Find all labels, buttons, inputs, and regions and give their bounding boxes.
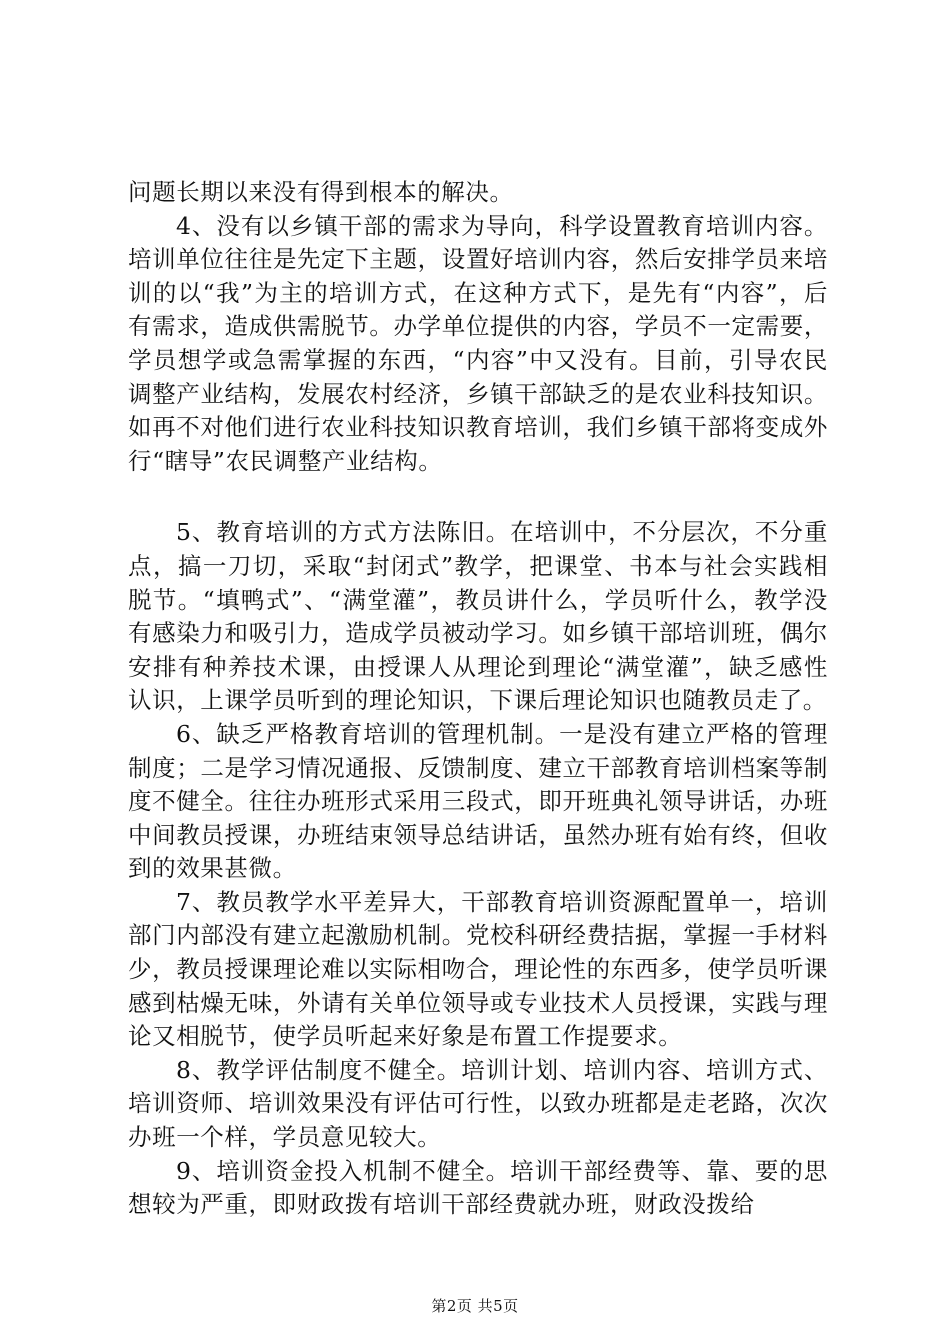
document-body [128,176,828,1222]
paragraph-item-7: 7、教员教学水平差异大，干部教育培训资源配置单一，培训部门内部没有建立起激励机制。党校科研经费拮据，掌握一手材料少，教员授课理论难以实际相吻合，理论性的东西多，使学员听课感到枯燥无味，外请有关单位领导或专业技术人员授课，实践与理论又相脱节，使学员听起来好象是布置工作提要求。 [128,887,828,1051]
paragraph-item-8: 8、教学评估制度不健全。培训计划、培训内容、培训方式、培训资师、培训效果没有评估可行性，以致办班都是走老路，次次办班一个样，学员意见较大。 [128,1055,828,1152]
paragraph-continuation: 问题长期以来没有得到根本的解决。 [128,178,514,206]
page-number-footer: 第2页 共5页 [431,1297,519,1315]
paragraph-item-9: 9、培训资金投入机制不健全。培训干部经费等、靠、要的思想较为严重，即财政拨有培训干部经费就办班，财政没拨给 [128,1156,828,1219]
paragraph-item-6: 6、缺乏严格教育培训的管理机制。一是没有建立严格的管理制度；二是学习情况通报、反馈制度、建立干部教育培训档案等制度不健全。往往办班形式采用三段式，即开班典礼领导讲话，办班中间教员授课，办班结束领导总结讲话，虽然办班有始有终，但收到的效果甚微。 [128,719,828,883]
paragraph-item-5: 5、教育培训的方式方法陈旧。在培训中，不分层次，不分重点，搞一刀切，采取“封闭式”教学，把课堂、书本与社会实践相脱节。“填鸭式”、“满堂灌”，教员讲什么，学员听什么，教学没有感染力和吸引力，造成学员被动学习。如乡镇干部培训班，偶尔安排有种养技术课，由授课人从理论到理论“满堂灌”，缺乏感性认识，上课学员听到的理论知识，下课后理论知识也随教员走了。 [128,518,828,715]
paragraph-item-4: 4、没有以乡镇干部的需求为导向，科学设置教育培训内容。培训单位往往是先定下主题，设置好培训内容，然后安排学员来培训的以“我”为主的培训方式，在这种方式下，是先有“内容”，后有需求，造成供需脱节。办学单位提供的内容，学员不一定需要，学员想学或急需掌握的东西，“内容”中又没有。目前，引导农民调整产业结构，发展农村经济，乡镇干部缺乏的是农业科技知识。如再不对他们进行农业科技知识教育培训，我们乡镇干部将变成外行“瞎导”农民调整产业结构。 [128,211,828,475]
